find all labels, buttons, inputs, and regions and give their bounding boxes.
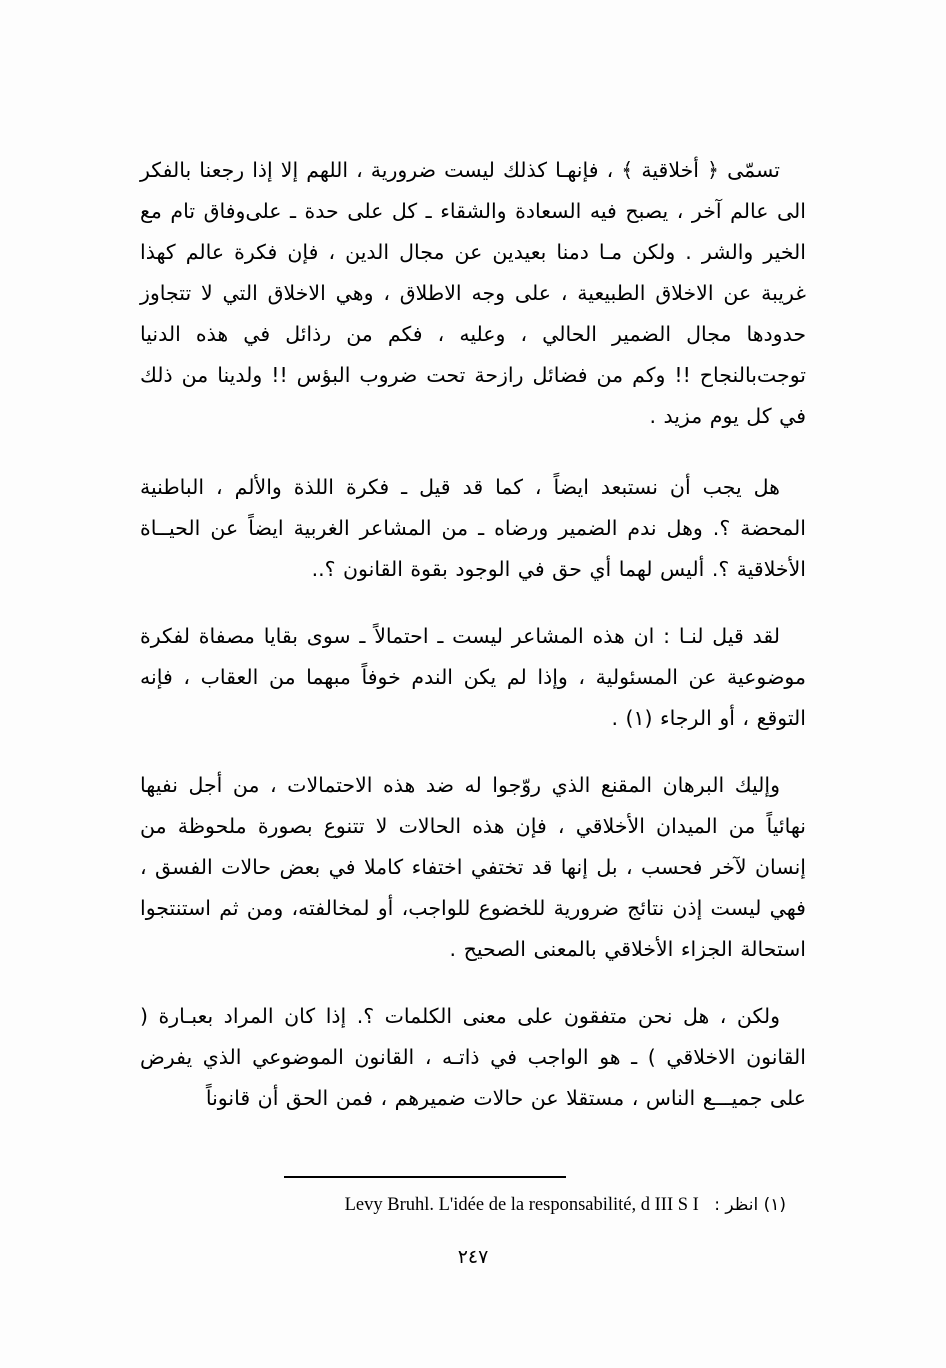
footnote-colon: : xyxy=(714,1195,720,1215)
paragraph-1: تسمّى ﴿ أخلاقية ﴾ ، فإنهـا كذلك ليست ضرورية ، اللهم إلا إذا رجعنا بالفكر الى عالم آخر ، يصبح فيه السعادة والشقاء ـ كل على حدة ـ على‌وفاق تام مع الخير والشر . ولكن مـا دمنا بعيدين عن مجال الدين ، فإن فكرة عالم كهذا غريبة عن الاخلاق الطبيعية ، على وجه الاطلاق ، وهي الاخلاق التي لا تتجاوز حدودها مجال الضمير الحالي ، وعليه ، فكم من رذائل في هذه الدنيا توجت‌بالنجاح !! وكم من فضائل رازحة تحت ضروب البؤس !! ولدينا من ذلك في كل يوم مزيد . xyxy=(140,158,806,428)
page-body xyxy=(140,150,806,1119)
paragraph-2: هل يجب أن نستبعد ايضاً ، كما قد قيل ـ فكرة اللذة والألم ، الباطنية المحضة ؟. وهل ندم الضمير ورضاه ـ من المشاعر الغربية ايضاً عن الحيــاة الأخلاقية ؟. أليس لهما أي حق في الوجود بقوة القانون ؟.. xyxy=(140,475,806,581)
paragraph-4: وإليك البرهان المقنع الذي روّجوا له ضد هذه الاحتمالات ، من أجل نفيها نهائياً من الميدان الأخلاقي ، فإن هذه الحالات لا تتنوع بصورة ملحوظة من إنسان لآخر فحسب ، بل إنها قد تختفي اختفاء كاملا في بعض حالات الفسق ، فهي ليست إذن نتائج ضرورية للخضوع للواجب، أو لمخالفته، ومن ثم استنتجوا استحالة الجزاء الأخلاقي بالمعنى الصحيح . xyxy=(140,773,806,961)
footnote-label: انظر xyxy=(725,1195,759,1215)
paragraph-3: لقد قيل لنـا : ان هذه المشاعر ليست ـ احتمالاً ـ سوى بقايا مصفاة لفكرة موضوعية عن المسئولية ، وإذا لم يكن الندم خوفاً مبهما من العقاب ، فإنه التوقع ، أو الرجاء (١) . xyxy=(140,624,806,730)
footnote-marker: (١) xyxy=(763,1195,786,1215)
footnote-divider xyxy=(284,1176,566,1178)
page-number: ٢٤٧ xyxy=(457,1246,489,1268)
paragraph-5: ولكن ، هل نحن متفقون على معنى الكلمات ؟. إذا كان المراد بعبـارة ( القانون الاخلاقي ) ـ هو الواجب في ذاتـه ، القانون الموضوعي الذي يفرض على جميـــع الناس ، مستقلا عن حالات ضميرهم ، فمن الحق أن قانوناً xyxy=(140,1004,806,1110)
footnote xyxy=(140,1192,806,1218)
footnote-citation: Levy Bruhl. L'idée de la responsabilité, d III S I xyxy=(344,1195,699,1215)
footnote-area xyxy=(140,1176,806,1218)
